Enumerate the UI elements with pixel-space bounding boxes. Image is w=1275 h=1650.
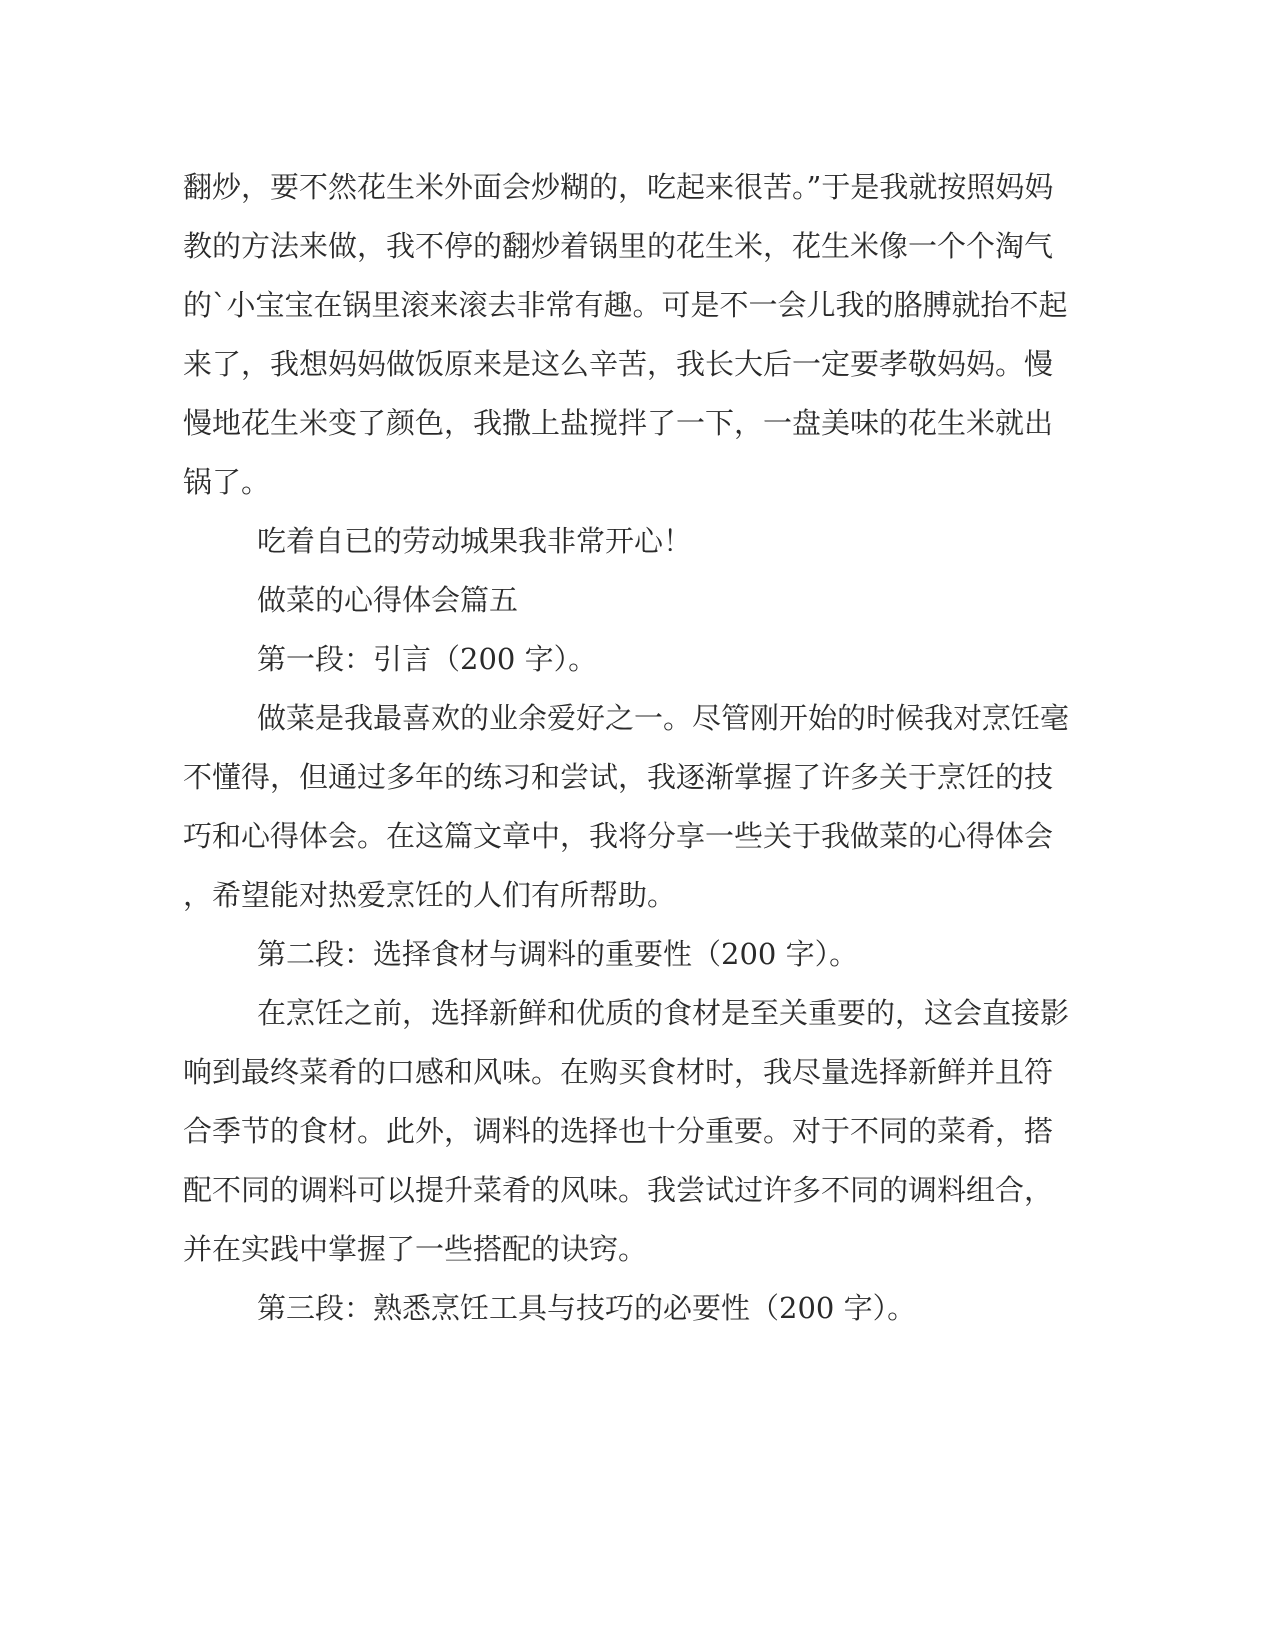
text-line: 教的方法来做，我不停的翻炒着锅里的花生米，花生米像一个个淘气: [183, 229, 1054, 263]
paragraph-line: 吃着自已的劳动城果我非常开心！: [257, 524, 693, 558]
text-line: 锅了。: [183, 465, 271, 499]
text-line: 配不同的调料可以提升菜肴的风味。我尝试过许多不同的调料组合，: [183, 1173, 1054, 1207]
text-line: ，希望能对热爱烹饪的人们有所帮助。: [183, 878, 677, 912]
text-line: 的`小宝宝在锅里滚来滚去非常有趣。可是不一会儿我的胳膊就抬不起: [183, 288, 1068, 322]
text-line: 不懂得，但通过多年的练习和尝试，我逐渐掌握了许多关于烹饪的技: [183, 760, 1054, 794]
section-heading: 第二段：选择食材与调料的重要性（200 字）。: [257, 937, 859, 971]
paragraph-line: 做菜是我最喜欢的业余爱好之一。尽管刚开始的时候我对烹饪毫: [257, 701, 1070, 735]
text-line: 并在实践中掌握了一些搭配的诀窍。: [183, 1232, 648, 1266]
section-title: 做菜的心得体会篇五: [257, 583, 519, 617]
text-line: 响到最终菜肴的口感和风味。在购买食材时，我尽量选择新鲜并且符: [183, 1055, 1054, 1089]
text-line: 合季节的食材。此外，调料的选择也十分重要。对于不同的菜肴，搭: [183, 1114, 1054, 1148]
text-line: 来了，我想妈妈做饭原来是这么辛苦，我长大后一定要孝敬妈妈。慢: [183, 347, 1054, 381]
text-line: 巧和心得体会。在这篇文章中，我将分享一些关于我做菜的心得体会: [183, 819, 1054, 853]
text-line: 慢地花生米变了颜色，我撒上盐搅拌了一下，一盘美味的花生米就出: [183, 406, 1054, 440]
document-body: [183, 158, 1070, 1338]
paragraph-line: 在烹饪之前，选择新鲜和优质的食材是至关重要的，这会直接影: [257, 996, 1070, 1030]
section-heading: 第三段：熟悉烹饪工具与技巧的必要性（200 字）。: [257, 1291, 917, 1325]
text-line: 翻炒，要不然花生米外面会炒糊的，吃起来很苦。”于是我就按照妈妈: [183, 170, 1054, 204]
section-heading: 第一段：引言（200 字）。: [257, 642, 598, 676]
